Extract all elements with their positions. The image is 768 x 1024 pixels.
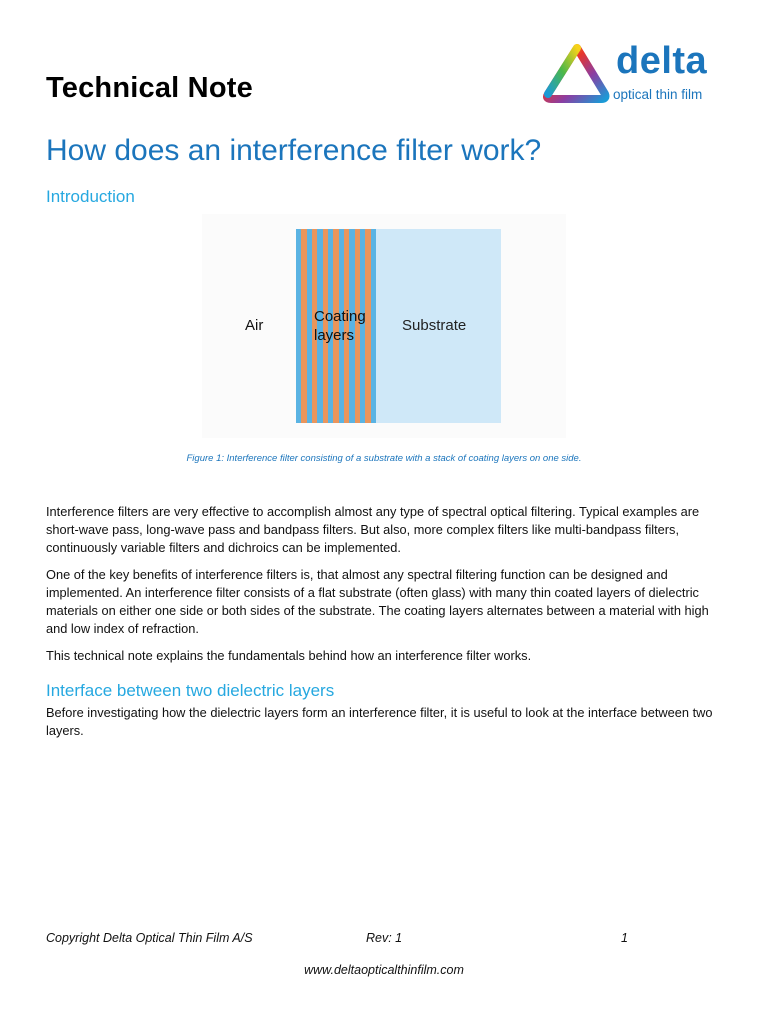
page-title: How does an interference filter work? [46, 134, 542, 167]
figure-label-coating-line1: Coating [314, 308, 366, 325]
paragraph-intro-1: Interference filters are very effective to accomplish almost any type of spectral optical filtering. Typical examples are short-wave pass, long-wave pass and bandpass filters. But also, more complex filters like multi-bandpass filters, continuously variable filters and dichroics can be implemented. [46, 504, 700, 555]
logo-wordmark: delta [616, 40, 708, 82]
footer-website-link[interactable]: www.deltaopticalthinfilm.com [304, 963, 464, 977]
figure-label-substrate: Substrate [402, 317, 467, 334]
paragraph-intro-3: This technical note explains the fundamentals behind how an interference filter works. [46, 648, 532, 663]
paragraph-interface-1: Before investigating how the dielectric layers form an interference filter, it is useful to look at the interface between two layers. [46, 705, 713, 738]
section-heading-introduction: Introduction [46, 187, 135, 206]
section-heading-interface: Interface between two dielectric layers [46, 681, 335, 700]
footer-revision: Rev: 1 [366, 931, 403, 945]
figure-caption: Figure 1: Interference filter consisting of a substrate with a stack of coating layers on one side. [186, 453, 582, 464]
figure-label-air: Air [245, 317, 264, 334]
figure-label-coating [314, 307, 384, 345]
footer-copyright: Copyright Delta Optical Thin Film A/S [46, 931, 253, 945]
figure-label-coating-line2: layers [314, 327, 355, 344]
paragraph-intro-2: One of the key benefits of interference filters is, that almost any spectral filtering function can be designed and implemented. An interference filter consists of a flat substrate (often glass) with many thin coated layers of dielectric materials on either one side or both sides of the substrate. The coating layers alternates between a material with high and low index of refraction. [46, 567, 709, 636]
footer-page-number: 1 [621, 931, 628, 945]
logo-subtitle: optical thin film [613, 87, 703, 102]
document-type-heading: Technical Note [46, 72, 253, 104]
